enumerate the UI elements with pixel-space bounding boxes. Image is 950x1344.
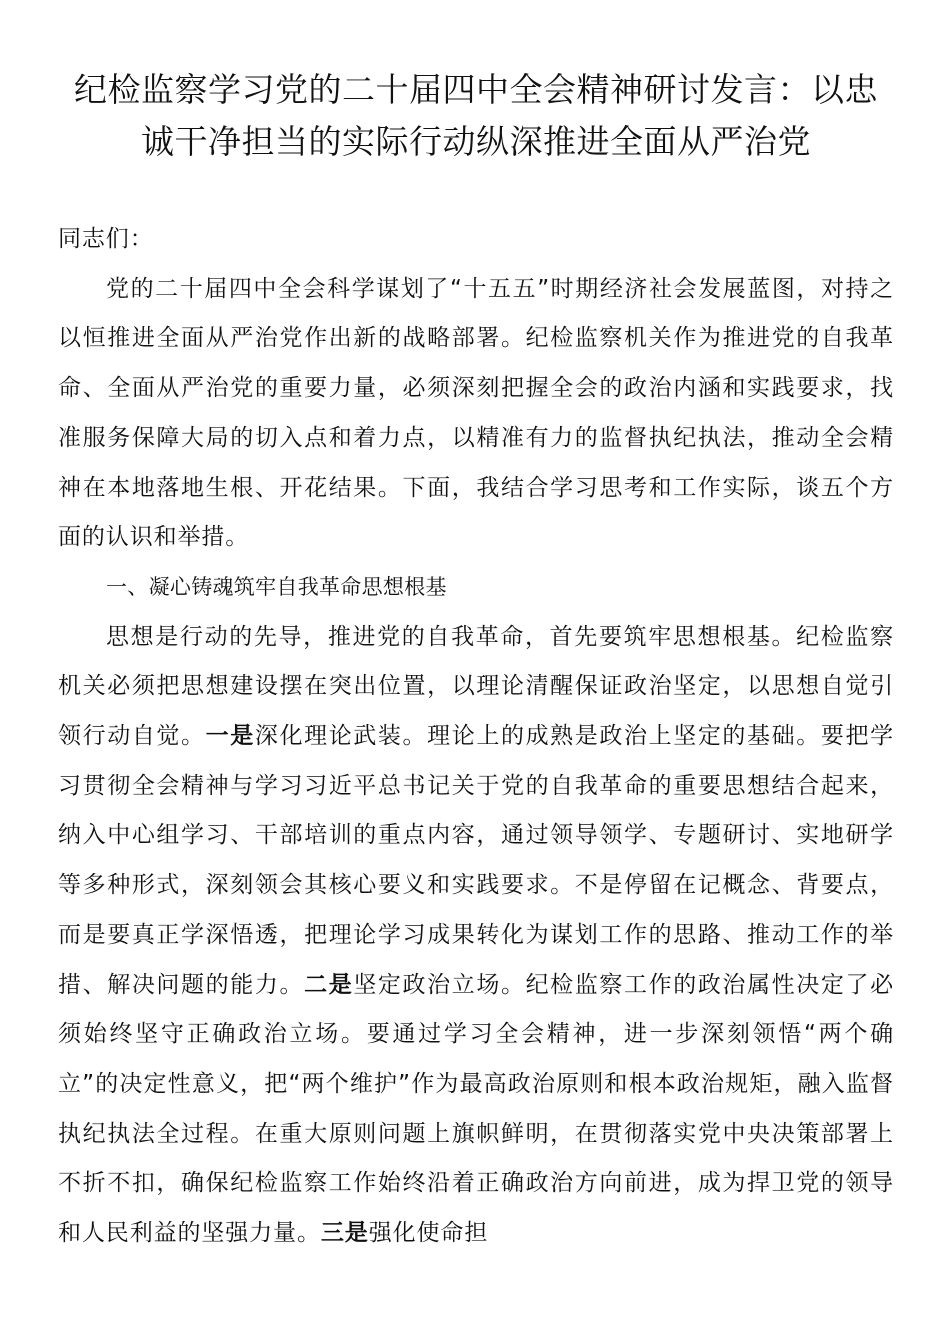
point-text-1: 深化理论武装。理论上的成熟是政治上坚定的基础。要把学习贯彻全会精神与学习习近平总书记关于党的自我革命的重要思想结合起来，纳入中心组学习、干部培训的重点内容，通过领导领学、专题研讨、实地研学等多种形式，深刻领会其核心要义和实践要求。不是停留在记概念、背要点，而是要真正学深悟透，把理论学习成果转化为谋划工作的思路、推动工作的举措、解决问题的能力。 [58, 723, 894, 998]
point-text-2: 坚定政治立场。纪检监察工作的政治属性决定了必须始终坚守正确政治立场。要通过学习全会精神，进一步深刻领悟“两个确立”的决定性意义，把“两个维护”作为最高政治原则和根本政治规矩，融入监督执纪执法全过程。在重大原则问题上旗帜鲜明，在贯彻落实党中央决策部署上不折不扣，确保纪检监察工作始终沿着正确政治方向前进，成为捍卫党的领导和人民利益的坚强力量。 [58, 971, 894, 1247]
document-body [58, 215, 894, 1259]
point-label-3: 三是 [320, 1220, 369, 1247]
section-heading-1: 一、凝心铸魂筑牢自我革命思想根基 [106, 574, 447, 599]
point-label-2: 二是 [304, 971, 354, 998]
intro-paragraph: 党的二十届四中全会科学谋划了“十五五”时期经济社会发展蓝图，对持之以恒推进全面从严治党作出新的战略部署。纪检监察机关作为推进党的自我革命、全面从严治党的重要力量，必须深刻把握全会的政治内涵和实践要求，找准服务保障大局的切入点和着力点，以精准有力的监督执纪执法，推动全会精神在本地落地生根、开花结果。下面，我结合学习思考和工作实际，谈五个方面的认识和举措。 [58, 275, 894, 551]
lead-text: 思想是行动的先导，推进党的自我革命，首先要筑牢思想根基。纪检监察机关必须把思想建设摆在突出位置，以理论清醒保证政治坚定，以思想自觉引领行动自觉。 [58, 623, 894, 750]
document-title: 纪检监察学习党的二十届四中全会精神研讨发言：以忠诚干净担当的实际行动纵深推进全面从严治党 [74, 70, 878, 161]
salutation: 同志们： [58, 226, 154, 252]
section-1-paragraph [58, 613, 894, 1259]
point-text-3: 强化使命担 [368, 1220, 489, 1247]
point-label-1: 一是 [205, 723, 255, 750]
document-page [58, 64, 894, 1259]
